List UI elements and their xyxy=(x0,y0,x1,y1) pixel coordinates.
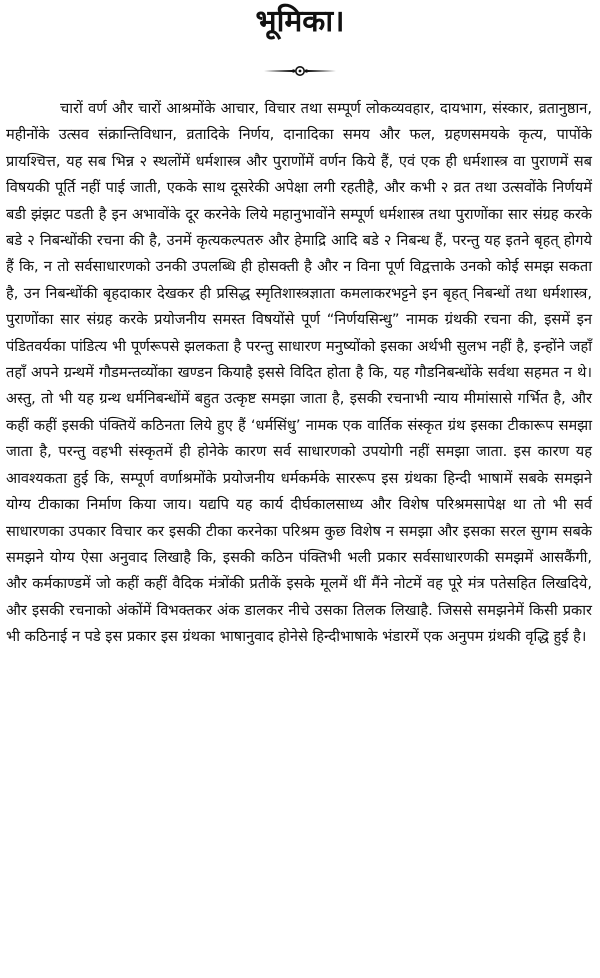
page-title: भूमिका। xyxy=(255,4,345,39)
preface-text: चारों वर्ण और चारों आश्रमोंके आचार, विचार तथा सम्पूर्ण लोकव्यवहार, दायभाग, संस्कार, व्रतानुष्ठान, महीनोंके उत्सव संक्रान्तिविधान, व्रतादिके निर्णय, दानादिका समय और फल, ग्रहणसमयके कृत्य, पापोंके प्रायश्चित्त, यह सब भिन्न २ स्थलोंमें धर्मशास्त्र और पुराणोंमें वर्णन किये हैं, एवं एक ही धर्मशास्त्र वा पुराणमें सब विषयकी पूर्ति नहीं पाई जाती, एकके साथ दूसरेकी अपेक्षा लगी रहतीहै, और कभी २ व्रत तथा उत्सवोंके निर्णयमें बडी झंझट पडती है इन अभावोंके दूर करनेके लिये महानुभावोंने सम्पूर्ण धर्मशास्त्र तथा पुराणोंका सार संग्रह करके बडे २ निबन्धोंकी रचना की है, उनमें कृत्यकल्पतरु और हेमाद्रि आदि बडे २ निबन्ध हैं, परन्तु यह इतने बृहत् होगये हैं कि, न तो सर्वसाधारणको उनकी उपलब्धि ही होसक्ती है और न विना पूर्ण विद्वत्ताके उनको कोई समझ सकता है, उन निबन्धोंकी बृहदाकार देखकर ही प्रसिद्ध स्मृतिशास्त्रज्ञाता कमलाकरभट्टने इन बृहत् निबन्धों तथा धर्मशास्त्र, पुराणोंका सार संग्रह करके प्रयोजनीय समस्त विषयोंसे पूर्ण “निर्णयसिन्धु” नामक ग्रंथकी रचना की, इसमें इन पंडितवर्यका पांडित्य भी पूर्णरूपसे झलकता है परन्तु साधारण मनुष्योंको इसका अर्थभी सुलभ नहीं है, इन्होंने जहाँ तहाँ अपने ग्रन्थमें गौडमन्तव्योंका खण्डन कियाहै इससे विदित होता है कि, यह गौडनिबन्धोंके सर्वथा सहमत न थे। अस्तु, तो भी यह ग्रन्थ धर्मनिबन्धोंमें बहुत उत्कृष्ट समझा जाता है, इसकी रचनाभी न्याय मीमांसासे गर्भित है, और कहीं कहीं इसकी पंक्तियें कठिनता लिये हुए हैं ‘धर्मसिंधु’ नामक एक वार्तिक संस्कृत ग्रंथ इसका टीकारूप समझा जाता है, परन्तु वहभी संस्कृतमें ही होनेके कारण सर्व साधारणको उपयोगी नहीं समझा जाता. इस कारण यह आवश्यकता हुई कि, सम्पूर्ण वर्णाश्रमोंके प्रयोजनीय धर्मकर्मके साररूप इस ग्रंथका हिन्दी भाषामें सबके समझने योग्य टीकाका निर्माण किया जाय। यद्यपि यह कार्य दीर्घकालसाध्य और विशेष परिश्रमसापेक्ष था तो भी सर्व साधारणका उपकार विचार कर इसकी टीका करनेका परिश्रम कुछ विशेष न समझा और इसका सरल सुगम सबके समझने योग्य ऐसा अनुवाद लिखाहै कि, इसकी कठिन पंक्तिभी भली प्रकार सर्वसाधारणकी समझमें आसकैंगी, और कर्मकाण्डमें जो कहीं कहीं वैदिक मंत्रोंकी प्रतीकें इसके मूलमें थीं मैंने नोटमें वह पूरे मंत्र पतेसहित लिखदिये, और इसकी रचनाको अंकोंमें विभक्तकर अंक डालकर नीचे उसका तिलक लिखाहै. जिससे समझनेमें किसी प्रकार भी कठिनाई न पडे इस प्रकार इस ग्रंथका भाषानुवाद होनेसे हिन्दीभाषाके भंडारमें एक अनुपम ग्रंथकी वृद्धि हुई है। xyxy=(6,100,592,646)
ornament-divider-icon xyxy=(262,64,338,78)
preface-paragraph xyxy=(6,96,592,651)
